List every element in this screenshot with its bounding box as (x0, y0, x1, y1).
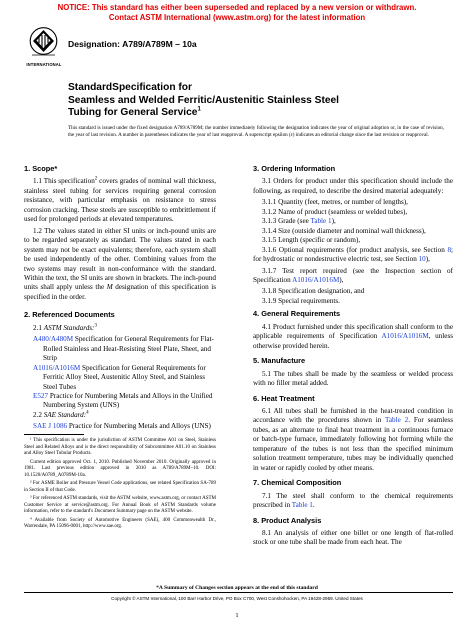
list-item: 3.1.9 Special requirements. (262, 296, 340, 305)
title-footnote-marker: 1 (197, 106, 201, 113)
reference-link[interactable]: A1016/A1016M (33, 363, 81, 372)
section-heading-product-analysis: 8. Product Analysis (253, 515, 322, 525)
footnote: ¹ This specification is under the jurisdiction of ASTM Committee A01 on Steel, Stainless Steel and Related Alloys and is the direct responsibility of Subcommittee A01.10 on Stainless and Alloy Steel Tubular Products. (24, 438, 216, 456)
chemical-paragraph: 7.1 The steel shall conform to the chemical requirements prescribed in Table 1. (253, 491, 453, 510)
standard-note: This standard is issued under the fixed designation A789/A789M; the number immediately following the designation indicates the year of original adoption or, in the case of revision, the year of last revision. A number in parentheses indicates the year of last reapproval. A superscript epsilon (ε) indicates an editorial change since the last revision or reapproval. (68, 125, 444, 138)
astm-logo-icon (29, 27, 58, 63)
section-heading-chemical: 7. Chemical Composition (253, 478, 342, 488)
list-item: 3.1.8 Specification designation, and (262, 287, 365, 296)
section-link[interactable]: 8 (447, 245, 452, 254)
table-link[interactable]: Table 1 (291, 501, 313, 510)
list-item: 3.1.1 Quantity (feet, metres, or number of lengths), (262, 198, 408, 207)
reference-link[interactable]: E527 (33, 391, 49, 400)
logo-label: INTERNATIONAL (26, 62, 62, 67)
product-analysis-paragraph: 8.1 An analysis of either one billet or one length of flat-rolled stock or one tube shall be made from each heat. The (253, 528, 453, 547)
section-heading-general: 4. General Requirements (253, 309, 341, 319)
left-column (24, 164, 216, 432)
withdrawal-notice (0, 3, 474, 22)
ordering-paragraph: 3.1 Orders for product under this specification should include the following, as required, to describe the desired material adequately: (253, 177, 453, 195)
page-number: 1 (235, 612, 239, 619)
manufacture-paragraph: 5.1 The tubes shall be made by the seamless or welded process with no filler metal added. (253, 369, 453, 388)
list-item: 3.1.7 Test report required (see the Inspection section of Specification A1016/A1016M), (253, 266, 453, 284)
reference-item: E527 Practice for Numbering Metals and Alloys in the Unified Numbering System (UNS) (33, 391, 213, 410)
section-heading-manufacture: 5. Manufacture (253, 356, 306, 366)
summary-note: *A Summary of Changes section appears at the end of this standard (156, 585, 318, 591)
reference-item: A480/A480M Specification for General Requirements for Flat-Rolled Stainless and Heat-Resisting Steel Plate, Sheet, and Strip (33, 335, 214, 363)
reference-link[interactable]: A1016/A1016M (292, 275, 340, 284)
reference-link[interactable]: A480/A480M (33, 335, 74, 344)
footnote: ² For ASME Boiler and Pressure Vessel Code applications, see related Specification SA-789 in Section II of that Code. (24, 481, 216, 493)
notice-line-1: NOTICE: This standard has either been superseded and replaced by a new version or withdrawn. (57, 3, 417, 12)
section-heading-references: 2. Referenced Documents (24, 310, 115, 320)
footnote: ³ For referenced ASTM standards, visit the ASTM website, www.astm.org, or contact ASTM Customer Service at service@astm.org. For Annual Book of ASTM Standards volume information, refer to the standard's Document Summary page on the ASTM website. (24, 496, 216, 514)
section-heading-heat-treatment: 6. Heat Treatment (253, 393, 315, 403)
right-column (253, 164, 453, 550)
section-link[interactable]: 10 (418, 255, 426, 264)
notice-line-2: Contact ASTM International (www.astm.org) for the latest information (108, 12, 366, 22)
section-heading-scope: 1. Scope* (24, 164, 58, 173)
scope-paragraph-2: 1.2 The values stated in either SI units or inch-pound units are to be regarded separately as standard. The values stated in each system may not be exact equivalents; therefore, each system shall be used independently of the other. Combining values from the two systems may result in non-conformance with the standard. Within the text, the SI units are shown in brackets. The inch-pound units shall apply unless the M designation of this specification is specified in the order. (24, 226, 216, 301)
scope-paragraph-1: 1.1 This specification$^2$ covers grades of nominal wall thickness, stainless steel tubing for services requiring general corrosion resistance, with particular emphasis on resistance to stress corrosion cracking. These steels are susceptible to embrittlement if used for prolonged periods at elevated temperatures. (24, 177, 216, 224)
footnotes (24, 434, 216, 533)
reference-item: SAE J 1086 Practice for Numbering Metals and Alloys (UNS) (33, 422, 211, 431)
list-item: 3.1.3 Grade (see Table 1), (262, 217, 336, 226)
reference-item: A1016/A1016M Specification for General Requirements for Ferritic Alloy Steel, Austenitic Alloy Steel, and Stainless Steel Tubes (33, 363, 206, 391)
footnote-divider (24, 434, 84, 435)
footnote: Current edition approved Oct. 1, 2010. Published November 2010. Originally approved in 1981. Last previous edition approved in 2010 as A789/A789M–10. DOI: 10.1520/A0789_A0789M-10a. (24, 459, 216, 478)
title-line-3: Tubing for General Service$^1$ (68, 106, 201, 119)
designation: Designation: A789/A789M – 10a (68, 39, 197, 49)
reference-link[interactable]: SAE J 1086 (33, 422, 68, 431)
footnote: ⁴ Available from Society of Automotive Engineers (SAE), 400 Commonwealth Dr., Warrendale, PA 15096-0001, http://www.sae.org. (24, 517, 216, 529)
sae-standard-label: 2.2 SAE Standard:$^4$ (33, 410, 89, 419)
reference-link[interactable]: A1016/A1016M (381, 332, 429, 341)
list-item: 3.1.5 Length (specific or random), (262, 236, 361, 245)
general-paragraph: 4.1 Product furnished under this specification shall conform to the applicable requirements of Specification A1016/A1016M, unless otherwise provided herein. (253, 322, 453, 350)
title-line-2: Seamless and Welded Ferritic/Austenitic Stainless Steel (68, 94, 340, 106)
document-title (68, 82, 438, 120)
title-line-1: StandardSpecification for (68, 82, 192, 93)
table-link[interactable]: Table 2 (385, 416, 409, 425)
section-heading-ordering: 3. Ordering Information (253, 164, 336, 173)
list-item: 3.1.2 Name of product (seamless or welded tubes), (262, 207, 408, 216)
list-item: 3.1.6 Optional requirements (for product analysis, see Section 8; for hydrostatic or nondestructive electric test, see Section 10), (253, 245, 453, 264)
astm-standards-label: 2.1 ASTM Standards:$^3$ (33, 323, 97, 332)
copyright-line: Copyright © ASTM International, 100 Barr Harbor Drive, PO Box C700, West Conshohocken, PA 19428-2959. United States (111, 596, 363, 601)
copyright-divider (24, 592, 453, 593)
table-link[interactable]: Table 1 (310, 217, 332, 226)
list-item: 3.1.4 Size (outside diameter and nominal wall thickness), (262, 226, 426, 235)
heat-treatment-paragraph: 6.1 All tubes shall be furnished in the heat-treated condition in accordance with the procedures shown in Table 2. For seamless tubes, as an alternate to final heat treatment in a continuous furnace or batch-type furnace, immediately following hot forming while the temperature of the tubes is not less than the specified minimum solution treatment temperature, tubes may be individually quenched in water or rapidly cooled by other means. (253, 406, 453, 472)
